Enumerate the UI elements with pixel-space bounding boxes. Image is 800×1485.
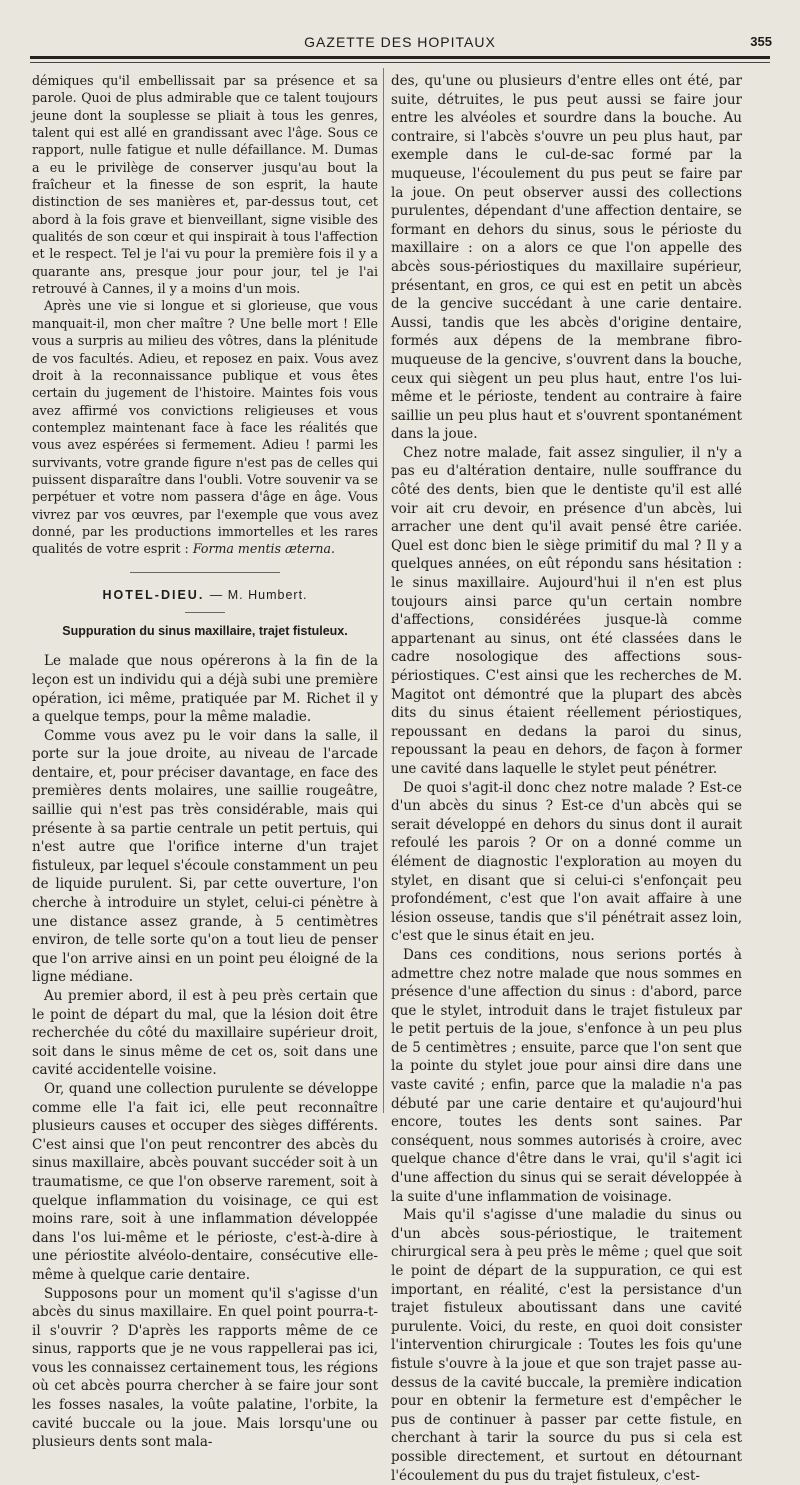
paragraph: Or, quand une collection purulente se développe comme elle l'a fait ici, elle peut reconnaître plusieurs causes et occuper des sièges différents. C'est ainsi que l'on peut rencontrer des abcès du sinus maxillaire, abcès pouvant succéder soit à un traumatisme, ce que l'on observe rarement, soit à quelque inflammation du voisinage, ce qui est moins rare, soit à une inflammation développée dans l'os lui-même et le périoste, c'est-à-dire à une périostite alvéolo-dentaire, consécutive elle-même à quelque carie dentaire. <box>32 1080 378 1283</box>
paragraph: Mais qu'il s'agisse d'une maladie du sinus ou d'un abcès sous-périostique, le traitement chirurgical sera à peu près le même ; quel que soit le point de départ de la suppuration, ce qui est important, en réalité, c'est la persistance d'un trajet fistuleux aboutissant dans une cavité purulente. Voici, du reste, en quoi doit consister l'intervention chirurgicale : Toutes les fois qu'une fistule s'ouvre à la joue et que son trajet passe au-dessus de la cavité buccale, la première indication pour en obtenir la fermeture est d'empêcher le pus de continuer à passer par cette fistule, en cherchant à tarir la source du pus si cela est possible directement, et surtout en détournant l'écoulement du pus du trajet fistuleux, c'est- <box>391 1207 742 1484</box>
paragraph: Le malade que nous opérerons à la fin de la leçon est un individu qui a déjà subi une première opération, ici même, pratiquée par M. Richet il y a quelque temps, pour la même maladie. <box>32 653 378 726</box>
short-separator <box>185 612 225 613</box>
paragraph: Supposons pour un moment qu'il s'agisse d'un abcès du sinus maxillaire. En quel point pourra-t-il s'ouvrir ? D'après les rapports même de ce sinus, rapports que je ne vous rappellerai pas ici, vous les connaissez certainement tous, les régions où cet abcès pourra chercher à se faire jour sont les fosses nasales, la voûte palatine, l'orbite, la cavité buccale ou la joue. Mais lorsqu'une ou plusieurs dents sont mala- <box>32 1285 379 1451</box>
section-heading <box>32 587 378 604</box>
hospital-name: HOTEL-DIEU. <box>102 587 205 602</box>
section-separator <box>130 572 280 573</box>
paragraph: des, qu'une ou plusieurs d'entre elles ont été, par suite, détruites, le pus peut aussi se faire jour entre les alvéoles et sourdre dans la bouche. Au contraire, si l'abcès s'ouvre un peu plus haut, par exemple dans le cul-de-sac formé par la muqueuse, l'écoulement du pus peut se faire par la joue. On peut observer aussi des collections purulentes, dépendant d'une affection dentaire, se formant en dehors du sinus, sous le périoste du maxillaire : on a alors ce que l'on appelle des abcès sous-périostiques du maxillaire supérieur, présentant, en gros, ce qui est en petit un abcès de la gencive succédant à une carie dentaire. Aussi, tandis que les abcès d'origine dentaire, formés aux dépens de la membrane fibro-muqueuse de la gencive, s'ouvrent dans la bouche, ceux qui siègent un peu plus haut, entre l'os lui-même et le périoste, tendent au contraire à faire saillie un peu plus haut et s'ouvrent spontanément dans la joue. <box>391 73 742 443</box>
header-rule-thick <box>30 56 770 59</box>
paragraph: démiques qu'il embellissait par sa présence et sa parole. Quoi de plus admirable que ce talent toujours jeune dont la souplesse se pliait à tous les genres, talent qui est allé en grandissant avec l'âge. Sous ce rapport, nulle fatigue et nulle défaillance. M. Dumas a eu le privilège de conserver jusqu'au bout la fraîcheur et la finesse de son esprit, la haute distinction de ses manières et, par-dessus tout, cet abord à la fois grave et bienveillant, signe visible des qualités de son cœur et qui inspirait à tous l'affection et le respect. Tel je l'ai vu pour la première fois il y a quarante ans, presque jour pour jour, tel je l'ai retrouvé à Cannes, il y a moins d'un mois. <box>32 73 378 297</box>
paragraph: Chez notre malade, fait assez singulier, il n'y a pas eu d'altération dentaire, nulle souffrance du côté des dents, bien que le dentiste qu'il est allé voir ait cru devoir, en présence d'un abcès, lui arracher une dent qu'il avait pensé être cariée. Quel est donc bien le siège primitif du mal ? Il y a quelques années, on eût répondu sans hésitation : le sinus maxillaire. Aujourd'hui il n'en est plus toujours ainsi parce qu'un certain nombre d'affections, considérées jusque-là comme appartenant au sinus, ont été classées dans le cadre nosologique des affections sous-périostiques. C'est ainsi que les recherches de M. Magitot ont démontré que la plupart des abcès dits du sinus étaient réellement périostiques, repoussant en dedans la paroi du sinus, repoussant la peau en dehors, de façon à former une cavité dans laquelle le stylet peut pénétrer. <box>391 444 742 777</box>
paragraph: Dans ces conditions, nous serions portés à admettre chez notre malade que nous sommes en présence d'une affection du sinus : d'abord, parce que le stylet, introduit dans le trajet fistuleux par le petit pertuis de la joue, s'enfonce à un peu plus de 5 centimètres ; ensuite, parce que l'on sent que la pointe du stylet joue pour ainsi dire dans une vaste cavité ; enfin, parce que la maladie n'a pas débuté par une carie dentaire et qu'aujourd'hui encore, toutes les dents sont saines. Par conséquent, nous sommes autorisés à croire, avec quelque chance d'être dans le vrai, qu'il s'agit ici d'une affection du sinus qui se serait développée à la suite d'une inflammation de voisinage. <box>391 946 742 1205</box>
left-column <box>32 72 378 1452</box>
journal-title: GAZETTE DES HOPITAUX <box>304 34 496 50</box>
right-column <box>391 72 742 1485</box>
page-number: 355 <box>750 34 772 49</box>
section-author: — M. Humbert. <box>209 587 308 602</box>
paragraph: Comme vous avez pu le voir dans la salle, il porte sur la joue droite, au niveau de l'arcade dentaire, et, pour préciser davantage, en face des premières dents molaires, une saillie rougeâtre, saillie qui n'est pas très considérable, mais qui présente à sa partie centrale un petit pertuis, qui n'est autre que l'orifice interne d'un trajet fistuleux, par lequel s'écoule constamment un peu de liquide purulent. Si, par cette ouverture, l'on cherche à introduire un stylet, celui-ci pénètre à une distance assez grande, à 5 centimètres environ, de telle sorte qu'on a tout lieu de penser que l'on arrive ainsi en un point peu éloigné de la ligne médiane. <box>32 727 378 986</box>
latin-quote: Forma mentis æterna. <box>192 541 335 557</box>
paragraph: De quoi s'agit-il donc chez notre malade ? Est-ce d'un abcès du sinus ? Est-ce d'un abcès qui se serait développé en dehors du sinus dont il aurait refoulé les parois ? Or on a donné comme un élément de diagnostic l'exploration au moyen du stylet, en disant que si celui-ci s'enfonçait peu profondément, c'est que l'on avait affaire à une lésion osseuse, tandis que s'il pénétrait assez loin, c'est que le sinus était en jeu. <box>391 779 742 945</box>
column-divider <box>383 68 384 1113</box>
header-rule-thin <box>30 62 770 63</box>
paragraph: Après une vie si longue et si glorieuse, que vous manquait-il, mon cher maître ? Une belle mort ! Elle vous a surpris au milieu des vôtres, dans la plénitude de vos facultés. Adieu, et reposez en paix. Vous avez droit à la reconnaissance publique et vous êtes certain du jugement de l'histoire. Maintes fois vous avez affirmé vos convictions religieuses et vous contemplez maintenant face à face les réalités que vous avez espérées si fermement. Adieu ! parmi les survivants, votre grande figure n'est pas de celles qui puissent disparaître dans l'oubli. Votre souvenir va se perpétuer et votre nom passera d'âge en âge. Vous vivrez par vos œuvres, par l'exemple que vous avez donné, par les productions immortelles et les rares qualités de votre esprit : Forma mentis æterna. <box>32 298 378 557</box>
article-subtitle: Suppuration du sinus maxillaire, trajet fistuleux. <box>62 623 348 638</box>
page-header <box>28 30 772 50</box>
paragraph: Au premier abord, il est à peu près certain que le point de départ du mal, que la lésion doit être recherchée du côté du maxillaire supérieur droit, soit dans le sinus même de cet os, soit dans une cavité accidentelle voisine. <box>32 988 378 1079</box>
